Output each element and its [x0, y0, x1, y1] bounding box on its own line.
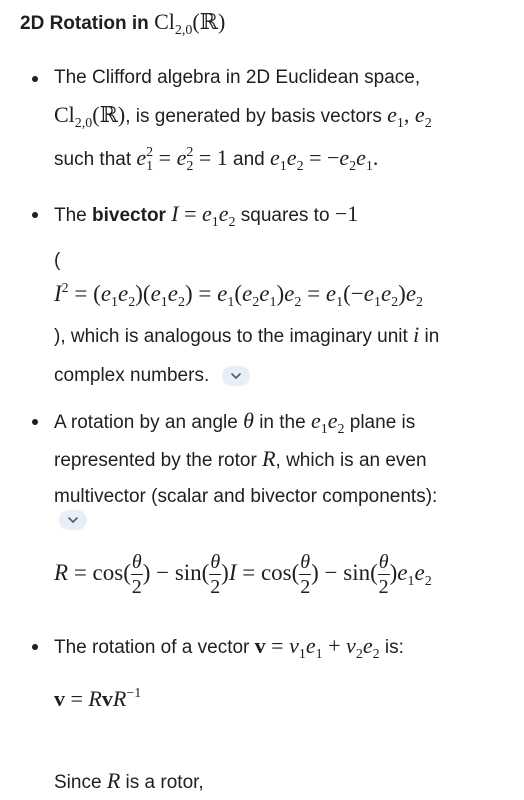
bullet4-line1: The rotation of a vector $v = v_1e_1 + v_2e_2$ is:: [54, 633, 404, 662]
title-math: $Cl_{2,0}(ℝ)$: [154, 9, 226, 38]
bullet-marker: [32, 212, 38, 218]
chevron-down-icon: [68, 517, 78, 524]
expand-button[interactable]: [222, 366, 250, 386]
bullet3-line1: A rotation by an angle θ in the $e_1e_2$ plane is: [54, 408, 416, 437]
bullet3-line2: represented by the rotor R, which is an even: [54, 446, 427, 471]
bullet-marker: [32, 644, 38, 650]
bullet1-line3: such that $e^2_1 = e^2_2 = 1$ and $e_1e_2 = -e_2e_1$.: [54, 145, 379, 174]
chevron-down-icon: [231, 373, 241, 380]
rotor-equation: R = cos( $\frac{\theta}{2}$ ) − sin( $\frac{\theta}{2}$ )I = cos( $\frac{\theta}{2}$ ) − sin( $\frac{\theta}{2}$ )$e_1e_2$: [54, 551, 432, 598]
bullet2-line4: ), which is analogous to the imaginary unit i in: [54, 322, 440, 347]
bullet2-line1: The bivector $I = e_1e_2$ squares to −1: [54, 201, 359, 230]
closing-line: Since R is a rotor,: [54, 768, 204, 793]
bullet2-line5: complex numbers.: [54, 365, 210, 386]
bullet-marker: [32, 76, 38, 82]
bullet-marker: [32, 419, 38, 425]
bullet2-equation: $I^2 = (e_1e_2)(e_1e_2) = e_1(e_2e_1)e_2 = e_1(-e_1e_2)e_2$: [54, 281, 424, 310]
bullet2-paren: (: [54, 250, 61, 271]
bullet1-line1: The Clifford algebra in 2D Euclidean space,: [54, 67, 421, 88]
page-title: 2D Rotation in $Cl_{2,0}(ℝ)$: [20, 9, 226, 38]
bullet3-line3: multivector (scalar and bivector components):: [54, 486, 438, 507]
bullet1-line2: $Cl_{2,0}(ℝ)$, is generated by basis vectors $e_1$, $e_2$: [54, 102, 432, 131]
rotation-formula: v = RvR$^{-1}$: [54, 686, 142, 711]
expand-button[interactable]: [59, 510, 87, 530]
